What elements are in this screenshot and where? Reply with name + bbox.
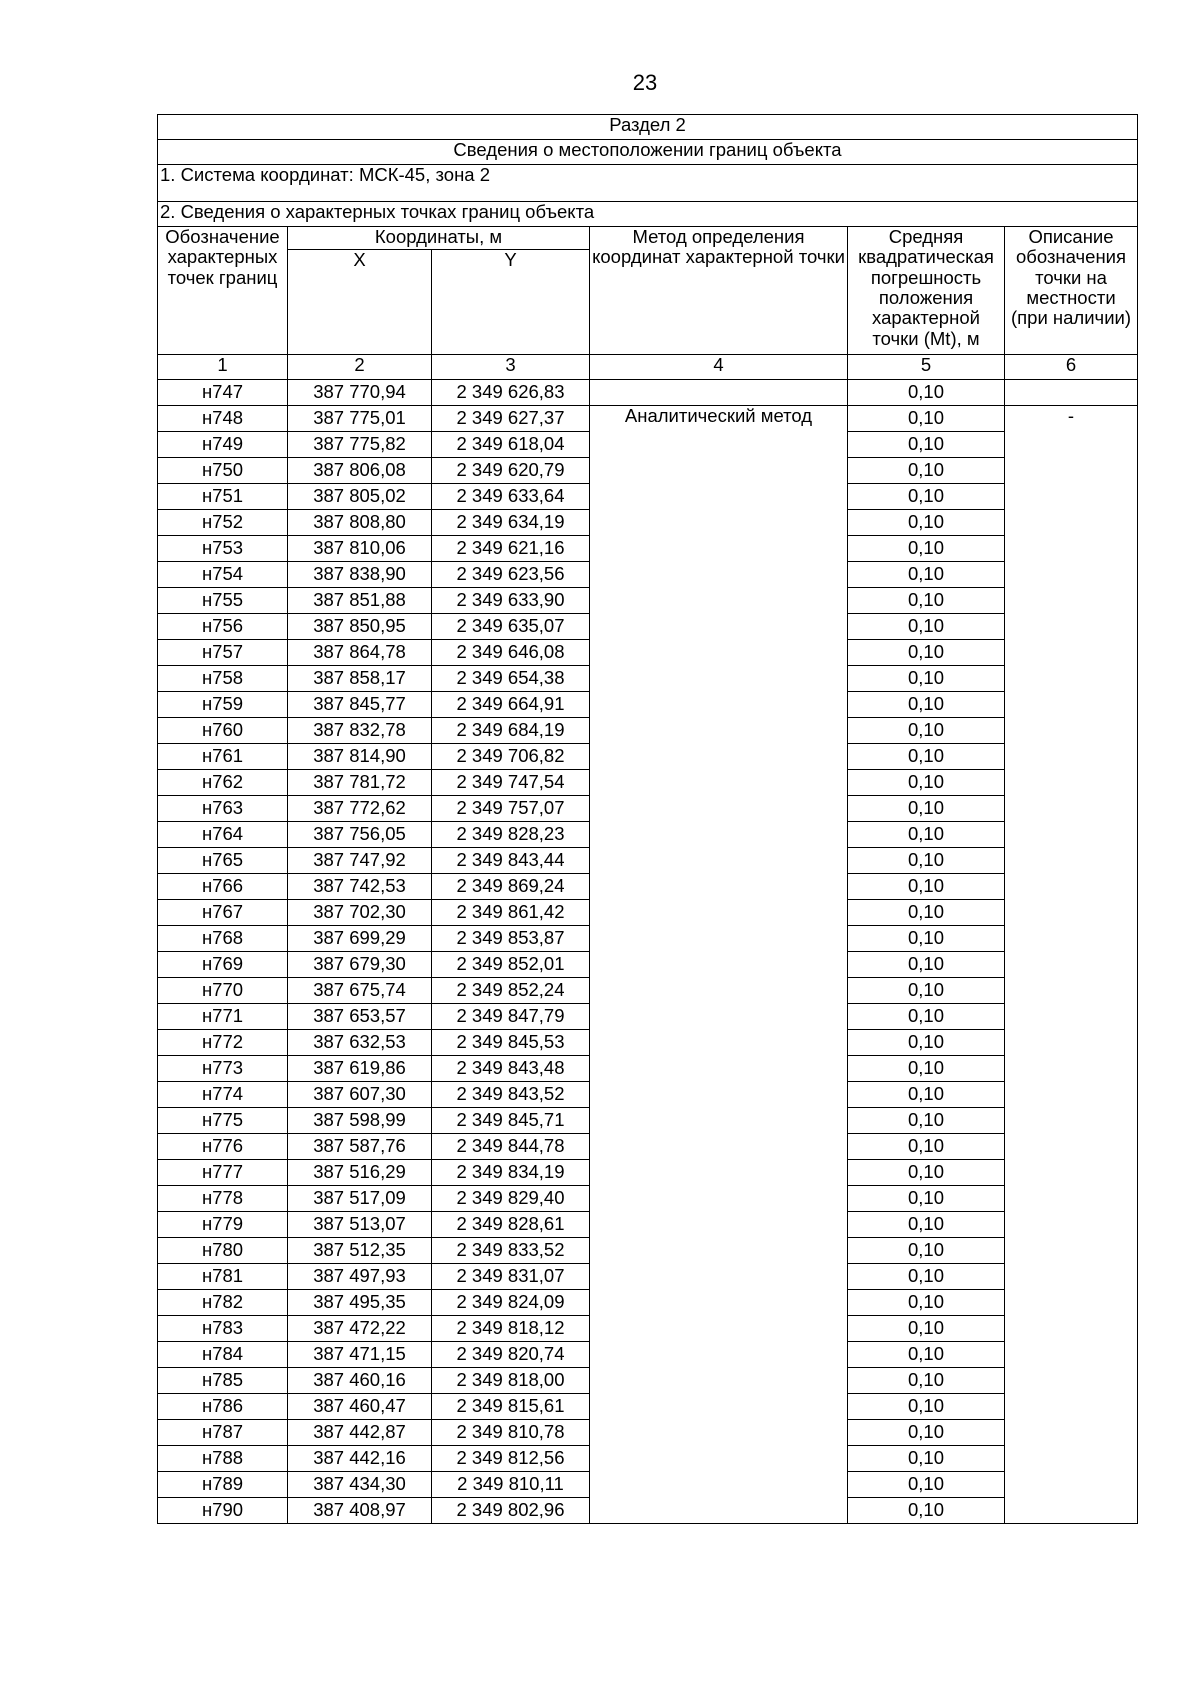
point-x: 387 845,77 — [288, 692, 432, 718]
coord-system: 1. Система координат: МСК-45, зона 2 — [158, 165, 1138, 202]
header-error: Средняя квадратическая погрешность положения характерной точки (Mt), м — [848, 227, 1005, 355]
point-x: 387 805,02 — [288, 484, 432, 510]
point-x: 387 838,90 — [288, 562, 432, 588]
point-y: 2 349 654,38 — [432, 666, 590, 692]
point-error: 0,10 — [848, 770, 1005, 796]
point-error: 0,10 — [848, 796, 1005, 822]
point-id: н769 — [158, 952, 288, 978]
point-x: 387 756,05 — [288, 822, 432, 848]
point-x: 387 587,76 — [288, 1134, 432, 1160]
point-x: 387 471,15 — [288, 1342, 432, 1368]
point-x: 387 810,06 — [288, 536, 432, 562]
point-error: 0,10 — [848, 1238, 1005, 1264]
point-y: 2 349 845,71 — [432, 1108, 590, 1134]
point-x: 387 619,86 — [288, 1056, 432, 1082]
point-x: 387 742,53 — [288, 874, 432, 900]
point-error: 0,10 — [848, 588, 1005, 614]
boundary-points-table — [157, 114, 1138, 1524]
column-number: 3 — [432, 355, 590, 380]
point-error: 0,10 — [848, 666, 1005, 692]
point-error: 0,10 — [848, 1420, 1005, 1446]
point-y: 2 349 633,90 — [432, 588, 590, 614]
point-error: 0,10 — [848, 900, 1005, 926]
method-empty-cell — [590, 380, 848, 406]
point-y: 2 349 845,53 — [432, 1030, 590, 1056]
point-id: н754 — [158, 562, 288, 588]
column-number: 6 — [1005, 355, 1138, 380]
column-number: 5 — [848, 355, 1005, 380]
point-x: 387 632,53 — [288, 1030, 432, 1056]
header-y: Y — [432, 250, 590, 355]
table-row — [158, 380, 1138, 406]
point-error: 0,10 — [848, 1446, 1005, 1472]
point-x: 387 864,78 — [288, 640, 432, 666]
point-y: 2 349 815,61 — [432, 1394, 590, 1420]
point-y: 2 349 861,42 — [432, 900, 590, 926]
column-number: 2 — [288, 355, 432, 380]
point-error: 0,10 — [848, 640, 1005, 666]
point-y: 2 349 829,40 — [432, 1186, 590, 1212]
point-x: 387 460,47 — [288, 1394, 432, 1420]
point-y: 2 349 620,79 — [432, 458, 590, 484]
point-x: 387 607,30 — [288, 1082, 432, 1108]
point-y: 2 349 802,96 — [432, 1498, 590, 1524]
point-error: 0,10 — [848, 952, 1005, 978]
point-x: 387 516,29 — [288, 1160, 432, 1186]
point-x: 387 517,09 — [288, 1186, 432, 1212]
point-id: н752 — [158, 510, 288, 536]
point-error: 0,10 — [848, 458, 1005, 484]
point-x: 387 702,30 — [288, 900, 432, 926]
point-x: 387 775,82 — [288, 432, 432, 458]
point-x: 387 434,30 — [288, 1472, 432, 1498]
point-x: 387 495,35 — [288, 1290, 432, 1316]
point-x: 387 781,72 — [288, 770, 432, 796]
point-y: 2 349 824,09 — [432, 1290, 590, 1316]
point-x: 387 806,08 — [288, 458, 432, 484]
point-id: н768 — [158, 926, 288, 952]
point-y: 2 349 747,54 — [432, 770, 590, 796]
point-x: 387 408,97 — [288, 1498, 432, 1524]
point-error: 0,10 — [848, 1004, 1005, 1030]
point-error: 0,10 — [848, 1264, 1005, 1290]
description-cell: - — [1005, 406, 1138, 1524]
point-id: н763 — [158, 796, 288, 822]
point-y: 2 349 812,56 — [432, 1446, 590, 1472]
point-y: 2 349 853,87 — [432, 926, 590, 952]
point-error: 0,10 — [848, 1030, 1005, 1056]
point-id: н780 — [158, 1238, 288, 1264]
point-id: н750 — [158, 458, 288, 484]
point-error: 0,10 — [848, 1108, 1005, 1134]
point-id: н786 — [158, 1394, 288, 1420]
point-y: 2 349 818,12 — [432, 1316, 590, 1342]
point-x: 387 460,16 — [288, 1368, 432, 1394]
point-error: 0,10 — [848, 1082, 1005, 1108]
point-id: н789 — [158, 1472, 288, 1498]
point-error: 0,10 — [848, 744, 1005, 770]
point-id: н751 — [158, 484, 288, 510]
point-y: 2 349 852,24 — [432, 978, 590, 1004]
point-y: 2 349 810,78 — [432, 1420, 590, 1446]
point-error: 0,10 — [848, 822, 1005, 848]
point-id: н758 — [158, 666, 288, 692]
point-error: 0,10 — [848, 562, 1005, 588]
point-id: н777 — [158, 1160, 288, 1186]
point-y: 2 349 869,24 — [432, 874, 590, 900]
point-id: н784 — [158, 1342, 288, 1368]
point-x: 387 858,17 — [288, 666, 432, 692]
point-error: 0,10 — [848, 484, 1005, 510]
point-id: н756 — [158, 614, 288, 640]
point-id: н753 — [158, 536, 288, 562]
point-error: 0,10 — [848, 718, 1005, 744]
column-number: 1 — [158, 355, 288, 380]
point-x: 387 512,35 — [288, 1238, 432, 1264]
header-designation: Обозначение характерных точек границ — [158, 227, 288, 355]
point-y: 2 349 684,19 — [432, 718, 590, 744]
point-y: 2 349 852,01 — [432, 952, 590, 978]
point-y: 2 349 844,78 — [432, 1134, 590, 1160]
point-y: 2 349 843,52 — [432, 1082, 590, 1108]
point-id: н762 — [158, 770, 288, 796]
point-y: 2 349 623,56 — [432, 562, 590, 588]
point-error: 0,10 — [848, 1056, 1005, 1082]
point-y: 2 349 818,00 — [432, 1368, 590, 1394]
point-error: 0,10 — [848, 380, 1005, 406]
header-description: Описание обозначения точки на местности (при наличии) — [1005, 227, 1138, 355]
point-x: 387 675,74 — [288, 978, 432, 1004]
table-row — [158, 406, 1138, 432]
point-x: 387 442,87 — [288, 1420, 432, 1446]
point-error: 0,10 — [848, 1342, 1005, 1368]
point-id: н774 — [158, 1082, 288, 1108]
point-x: 387 851,88 — [288, 588, 432, 614]
section-subtitle: Сведения о местоположении границ объекта — [158, 140, 1138, 165]
point-error: 0,10 — [848, 692, 1005, 718]
point-x: 387 814,90 — [288, 744, 432, 770]
point-id: н778 — [158, 1186, 288, 1212]
point-error: 0,10 — [848, 874, 1005, 900]
point-y: 2 349 706,82 — [432, 744, 590, 770]
point-error: 0,10 — [848, 432, 1005, 458]
column-number: 4 — [590, 355, 848, 380]
point-error: 0,10 — [848, 1290, 1005, 1316]
point-id: н783 — [158, 1316, 288, 1342]
point-y: 2 349 833,52 — [432, 1238, 590, 1264]
point-x: 387 679,30 — [288, 952, 432, 978]
point-id: н787 — [158, 1420, 288, 1446]
point-error: 0,10 — [848, 1160, 1005, 1186]
point-id: н748 — [158, 406, 288, 432]
point-x: 387 497,93 — [288, 1264, 432, 1290]
point-y: 2 349 633,64 — [432, 484, 590, 510]
point-error: 0,10 — [848, 978, 1005, 1004]
point-y: 2 349 843,44 — [432, 848, 590, 874]
header-coords: Координаты, м — [288, 227, 590, 250]
point-id: н782 — [158, 1290, 288, 1316]
point-id: н765 — [158, 848, 288, 874]
point-id: н788 — [158, 1446, 288, 1472]
point-error: 0,10 — [848, 1212, 1005, 1238]
point-id: н760 — [158, 718, 288, 744]
point-error: 0,10 — [848, 1498, 1005, 1524]
section-title: Раздел 2 — [158, 115, 1138, 140]
point-id: н790 — [158, 1498, 288, 1524]
point-id: н779 — [158, 1212, 288, 1238]
point-error: 0,10 — [848, 1134, 1005, 1160]
point-x: 387 832,78 — [288, 718, 432, 744]
point-error: 0,10 — [848, 1472, 1005, 1498]
point-id: н766 — [158, 874, 288, 900]
point-x: 387 775,01 — [288, 406, 432, 432]
point-id: н771 — [158, 1004, 288, 1030]
point-error: 0,10 — [848, 1368, 1005, 1394]
point-y: 2 349 828,23 — [432, 822, 590, 848]
point-x: 387 808,80 — [288, 510, 432, 536]
point-id: н764 — [158, 822, 288, 848]
point-id: н776 — [158, 1134, 288, 1160]
point-y: 2 349 757,07 — [432, 796, 590, 822]
point-y: 2 349 646,08 — [432, 640, 590, 666]
point-y: 2 349 820,74 — [432, 1342, 590, 1368]
point-error: 0,10 — [848, 1394, 1005, 1420]
point-y: 2 349 635,07 — [432, 614, 590, 640]
point-y: 2 349 810,11 — [432, 1472, 590, 1498]
point-error: 0,10 — [848, 510, 1005, 536]
point-id: н773 — [158, 1056, 288, 1082]
point-id: н775 — [158, 1108, 288, 1134]
point-y: 2 349 621,16 — [432, 536, 590, 562]
page-number: 23 — [632, 70, 658, 95]
description-empty-cell — [1005, 380, 1138, 406]
point-y: 2 349 618,04 — [432, 432, 590, 458]
point-y: 2 349 847,79 — [432, 1004, 590, 1030]
point-error: 0,10 — [848, 614, 1005, 640]
point-id: н781 — [158, 1264, 288, 1290]
point-error: 0,10 — [848, 848, 1005, 874]
point-error: 0,10 — [848, 1316, 1005, 1342]
point-id: н755 — [158, 588, 288, 614]
point-x: 387 653,57 — [288, 1004, 432, 1030]
point-x: 387 472,22 — [288, 1316, 432, 1342]
point-error: 0,10 — [848, 926, 1005, 952]
point-y: 2 349 834,19 — [432, 1160, 590, 1186]
point-y: 2 349 828,61 — [432, 1212, 590, 1238]
point-y: 2 349 627,37 — [432, 406, 590, 432]
point-y: 2 349 634,19 — [432, 510, 590, 536]
point-x: 387 772,62 — [288, 796, 432, 822]
header-x: X — [288, 250, 432, 355]
point-y: 2 349 831,07 — [432, 1264, 590, 1290]
point-y: 2 349 626,83 — [432, 380, 590, 406]
point-x: 387 770,94 — [288, 380, 432, 406]
point-id: н785 — [158, 1368, 288, 1394]
point-x: 387 747,92 — [288, 848, 432, 874]
point-id: н757 — [158, 640, 288, 666]
point-x: 387 598,99 — [288, 1108, 432, 1134]
point-y: 2 349 664,91 — [432, 692, 590, 718]
point-x: 387 850,95 — [288, 614, 432, 640]
point-id: н770 — [158, 978, 288, 1004]
point-error: 0,10 — [848, 536, 1005, 562]
point-id: н759 — [158, 692, 288, 718]
point-error: 0,10 — [848, 1186, 1005, 1212]
point-x: 387 513,07 — [288, 1212, 432, 1238]
point-id: н749 — [158, 432, 288, 458]
point-error: 0,10 — [848, 406, 1005, 432]
point-id: н767 — [158, 900, 288, 926]
point-x: 387 699,29 — [288, 926, 432, 952]
point-id: н747 — [158, 380, 288, 406]
points-heading: 2. Сведения о характерных точках границ объекта — [158, 202, 1138, 227]
point-id: н772 — [158, 1030, 288, 1056]
header-method: Метод определения координат характерной точки — [590, 227, 848, 355]
point-id: н761 — [158, 744, 288, 770]
point-y: 2 349 843,48 — [432, 1056, 590, 1082]
point-x: 387 442,16 — [288, 1446, 432, 1472]
method-cell: Аналитический метод — [590, 406, 848, 1524]
